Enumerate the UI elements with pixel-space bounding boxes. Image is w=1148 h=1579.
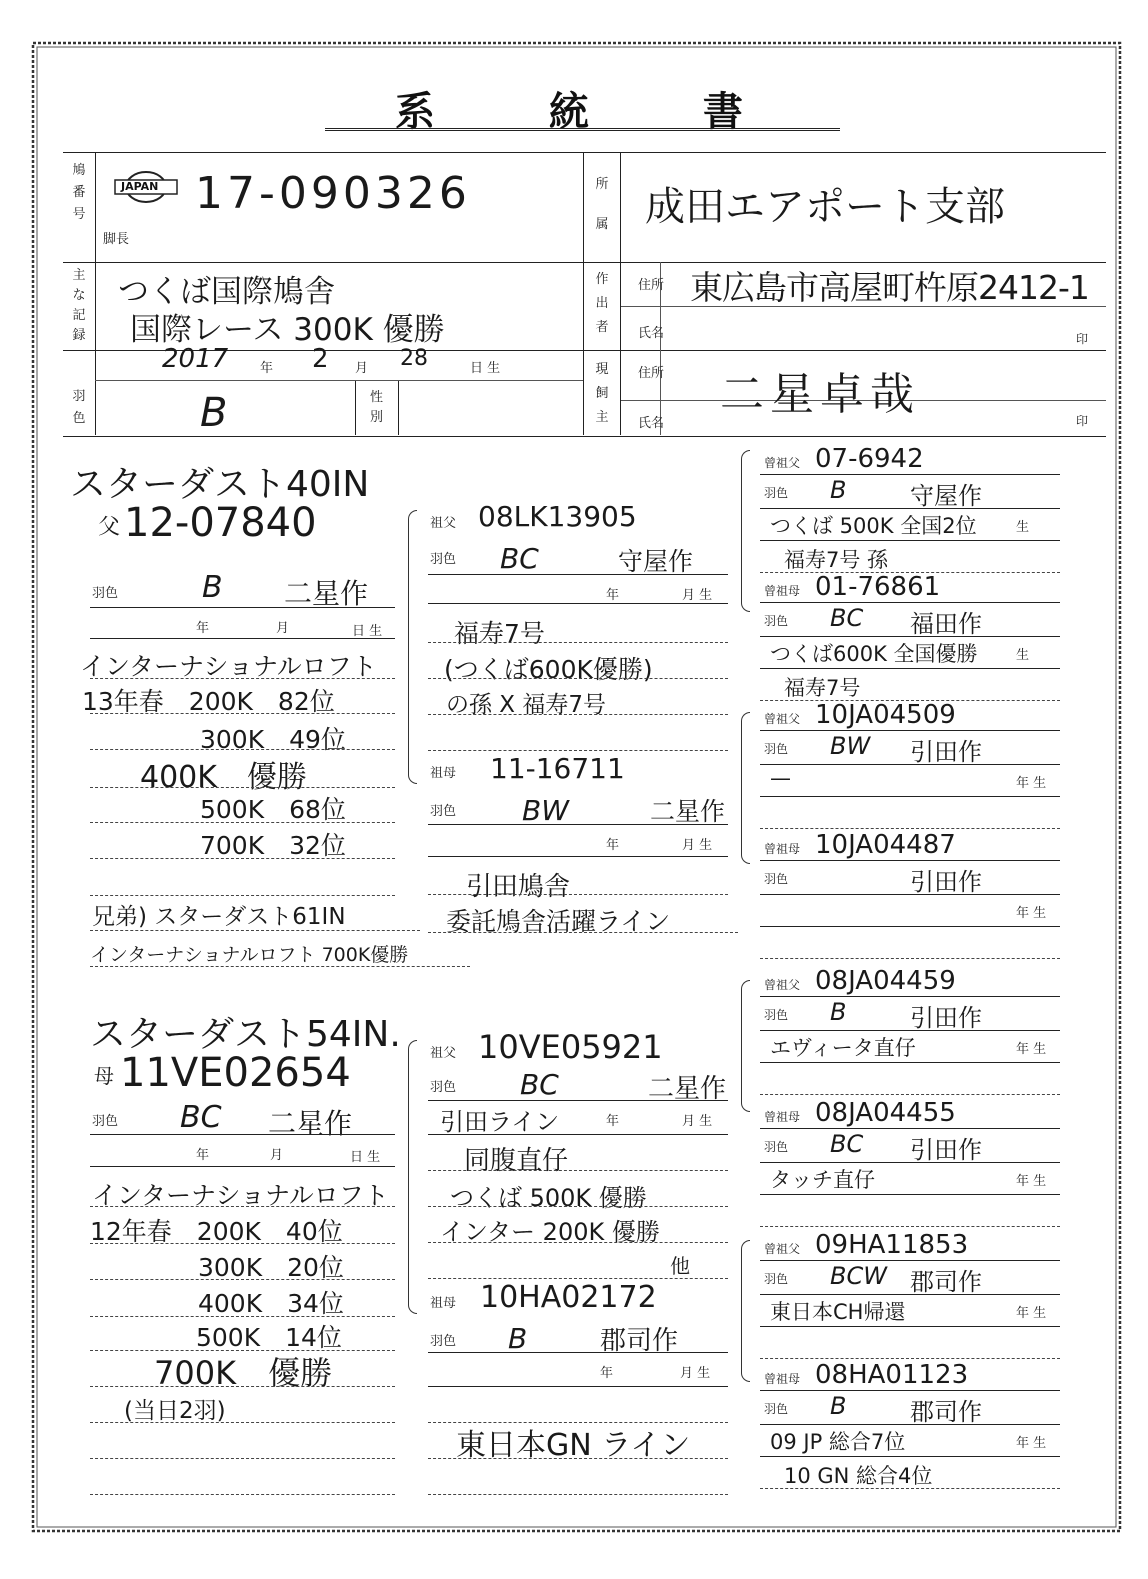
ggp-note: 福寿7号 [784,676,861,700]
dam-month-label: 月 [270,1148,284,1163]
ggp-breeder: 引田作 [910,738,982,766]
ggp-color-label: 羽色 [764,742,789,756]
breeder-address: 東広島市高屋町杵原2412-1 [690,268,1089,307]
ggp-color-label: 羽色 [764,872,789,886]
gsire1-color-label: 羽色 [430,552,457,567]
sire-note: 13年春 200K 82位 [82,687,335,716]
records-label: 主な記録 [72,268,86,343]
sire-color-label: 羽色 [92,586,119,601]
gsire1-note: 福寿7号 [454,619,545,648]
ggp-rule [760,602,1060,603]
breeder-label: 作出者 [595,272,609,335]
ggp-rule [760,1128,1060,1129]
ggp-color-label: 羽色 [764,1272,789,1286]
sire-role: 父 [98,515,121,540]
ggp-rule [760,1456,1060,1457]
birth-month: 2 [312,344,329,374]
sire-note: 300K 49位 [200,725,346,754]
gsire2-note: インター 200K 優勝 [440,1218,660,1246]
ggp-label: 曾祖母 [764,1372,801,1386]
gdam2-note: 東日本GN ライン [456,1428,691,1463]
dam-breeder: 二星作 [268,1107,353,1140]
ggp-note: 09 JP 総合7位 [770,1430,906,1454]
ggp-note: つくば 500K 全国2位 [770,514,977,538]
ggp-label: 曾祖父 [764,978,801,992]
ggp-rule [760,1358,1060,1359]
gsire2-label: 祖父 [430,1046,457,1061]
gdam1-year-label: 年 [606,838,620,853]
dam-year-label: 年 [196,1148,210,1163]
ggp-color: BW [830,732,871,760]
ggp-band: 10JA04487 [815,830,956,860]
gdam2-breeder: 郡司作 [600,1326,679,1356]
owner-name-label: 氏名 [638,416,665,431]
ggp-rule [760,764,1060,765]
chief-label: 脚長 [103,232,130,247]
gsire2-month-label: 月 生 [682,1114,713,1129]
gsire2-band: 10VE05921 [478,1028,663,1066]
ggp-rule [760,996,1060,997]
birth-year: 2017 [162,344,229,374]
gdam1-breeder: 二星作 [650,797,726,826]
gsire1-color: BC [500,542,539,575]
owner-label: 現飼主 [595,362,609,425]
ggp-rule [760,860,1060,861]
color-label: 羽色 [72,389,86,426]
ggp-rule [760,730,1060,731]
gsire2-year-label: 年 [606,1114,620,1129]
ggp-date-label: 生 [1016,648,1030,663]
ggp-band: 01-76861 [815,572,941,602]
ggp-breeder: 引田作 [910,868,982,896]
ggp-rule [760,1424,1060,1425]
ggp-rule [760,1162,1060,1163]
ggp-label: 曾祖父 [764,1242,801,1256]
gdam2-month-label: 月 生 [680,1366,711,1381]
ggp-rule [760,508,1060,509]
ggp-color: BC [830,604,864,632]
ggp-rule [760,1488,1060,1489]
japan-logo [113,170,179,204]
gsire2-breeder: 二星作 [648,1074,727,1104]
sire-band: 12-07840 [124,500,317,546]
ggp-date-label: 年 生 [1016,1174,1047,1189]
ggp-date-label: 年 生 [1016,1042,1047,1057]
ggp-band: 10JA04509 [815,700,956,730]
sire-note: 400K 優勝 [140,760,307,795]
sire-day-label: 日 生 [352,624,383,639]
ggp-breeder: 引田作 [910,1004,982,1032]
ggp-rule [760,1194,1060,1195]
ggp-rule [760,1094,1060,1095]
sire-breeder: 二星作 [284,577,369,610]
ggp-rule [760,1326,1060,1327]
ggp-rule [760,828,1060,829]
gsire1-note: (つくば600K優勝) [444,655,653,684]
document-title: 系 統 書 [395,89,793,135]
owner-address-label: 住所 [638,366,665,381]
ggp-rule [760,958,1060,959]
gsire2-note: 他 [670,1254,690,1278]
branch-value: 成田エアポート支部 [645,184,1005,230]
gsire1-breeder: 守屋作 [618,547,694,576]
gdam2-band: 10HA02172 [480,1280,657,1315]
gsire1-month-label: 月 生 [682,588,713,603]
japan-logo-text: JAPAN [121,180,159,193]
breeder-name-label: 氏名 [638,326,665,341]
sex-label: 性別 [370,390,384,425]
sire-month-label: 月 [276,621,290,636]
gsire1-year-label: 年 [606,588,620,603]
sire-color: B [202,570,223,605]
ggp-band: 07-6942 [815,444,924,474]
ggp-breeder: 福田作 [910,610,982,638]
ggp-color-label: 羽色 [764,486,789,500]
ggp-date-label: 年 生 [1016,906,1047,921]
ggp-color-label: 羽色 [764,1008,789,1022]
ggp-label: 曾祖母 [764,584,801,598]
gsire2-note: 同腹直仔 [464,1146,569,1176]
gdam2-color-label: 羽色 [430,1334,457,1349]
ggp-rule [760,540,1060,541]
ggp-band: 08HA01123 [815,1360,969,1390]
ggp-rule [760,796,1060,797]
dam-name: スターダスト54IN. [90,1014,401,1055]
dam-role: 母 [94,1064,114,1088]
sire-name: スターダスト40IN [70,464,370,505]
ggp-note: 福寿7号 孫 [784,548,889,572]
ggp-rule [760,1062,1060,1063]
birth-year-label: 年 [260,361,274,376]
dam-note: 400K 34位 [198,1289,344,1318]
ggp-note: 10 GN 総合4位 [784,1464,933,1488]
dam-band: 11VE02654 [120,1050,351,1096]
ggp-label: 曾祖母 [764,1110,801,1124]
ggp-date-label: 年 生 [1016,776,1047,791]
ggp-note: タッチ直仔 [770,1168,875,1192]
gsire1-band: 08LK13905 [478,500,637,533]
dam-color: BC [180,1100,222,1135]
dam-note: インターナショナルロフト [92,1181,389,1210]
dam-note: 500K 14位 [196,1323,342,1352]
gdam1-month-label: 月 生 [682,838,713,853]
ggp-rule [760,926,1060,927]
ggp-breeder: 郡司作 [910,1268,982,1296]
gsire2-color: BC [520,1068,559,1101]
birth-month-label: 月 [355,361,369,376]
sire-note: インターナショナルロフト [80,652,377,681]
ggp-color: BCW [830,1262,887,1290]
band-label: 鳩番号 [72,163,86,222]
ggp-color-label: 羽色 [764,1402,789,1416]
ggp-note: — [770,766,791,790]
gdam1-color-label: 羽色 [430,804,457,819]
ggp-rule [760,1030,1060,1031]
breeder-address-label: 住所 [638,278,665,293]
ggp-rule [760,1294,1060,1295]
ggp-rule [760,894,1060,895]
ggp-note: つくば600K 全国優勝 [770,642,978,666]
ggp-label: 曾祖父 [764,456,801,470]
gsire2-color-label: 羽色 [430,1080,457,1095]
dam-note: 300K 20位 [198,1253,344,1282]
sire-note: 700K 32位 [200,831,346,860]
gsire2-note: つくば 500K 優勝 [450,1184,647,1212]
ggp-label: 曾祖母 [764,842,801,856]
birth-day: 28 [400,346,428,371]
gdam1-band: 11-16711 [490,752,625,785]
ggp-breeder: 守屋作 [910,482,982,510]
ggp-color: BC [830,1130,864,1158]
branch-label: 所属 [595,177,609,232]
ggp-rule [760,1226,1060,1227]
dam-note: 12年春 200K 40位 [90,1217,343,1246]
ggp-date-label: 生 [1016,520,1030,535]
ggp-color-label: 羽色 [764,614,789,628]
color-value: B [200,390,228,436]
gdam2-year-label: 年 [600,1366,614,1381]
gdam1-note: 委託鳩舎活躍ライン [446,907,671,936]
ggp-band: 08JA04455 [815,1098,956,1128]
dam-note: (当日2羽) [124,1398,226,1424]
sire-note: インターナショナルロフト 700K優勝 [90,944,409,966]
gdam1-color: BW [522,794,569,827]
owner-seal: 印 [1076,414,1089,428]
ggp-note: エヴィータ直仔 [770,1036,916,1060]
ggp-color: B [830,1392,847,1420]
ggp-rule [760,636,1060,637]
ggp-date-label: 年 生 [1016,1306,1047,1321]
gdam2-color: B [508,1322,528,1355]
gdam1-note: 引田鳩舎 [466,872,571,902]
ggp-breeder: 郡司作 [910,1398,982,1426]
ggp-band: 09HA11853 [815,1230,969,1260]
ggp-band: 08JA04459 [815,966,956,996]
band-number: 17-090326 [195,168,471,219]
records-line-1: つくば国際鳩舎 [118,274,335,310]
sire-note: 500K 68位 [200,795,346,824]
gsire2-note: 引田ライン [440,1108,560,1136]
sire-note: 兄弟) スターダスト61IN [92,904,346,930]
records-line-2: 国際レース 300K 優勝 [130,312,445,348]
ggp-rule [760,1390,1060,1391]
breeder-seal: 印 [1076,332,1089,346]
dam-color-label: 羽色 [92,1114,119,1129]
birth-day-label: 日 生 [470,361,501,376]
ggp-note: 東日本CH帰還 [770,1300,906,1324]
ggp-date-label: 年 生 [1016,1436,1047,1451]
dam-day-label: 日 生 [350,1150,381,1165]
gdam1-label: 祖母 [430,766,457,781]
gsire1-label: 祖父 [430,516,457,531]
ggp-rule [760,474,1060,475]
title-underline [325,128,840,131]
ggp-breeder: 引田作 [910,1136,982,1164]
ggp-color-label: 羽色 [764,1140,789,1154]
owner-name: 二星卓哉 [720,369,920,420]
ggp-rule [760,1260,1060,1261]
ggp-rule [760,668,1060,669]
sire-year-label: 年 [196,621,210,636]
gsire1-note: の孫 X 福寿7号 [446,692,607,718]
ggp-color: B [830,476,847,504]
dam-note: 700K 優勝 [154,1354,333,1392]
ggp-color: B [830,998,847,1026]
gdam2-label: 祖母 [430,1296,457,1311]
ggp-label: 曾祖父 [764,712,801,726]
